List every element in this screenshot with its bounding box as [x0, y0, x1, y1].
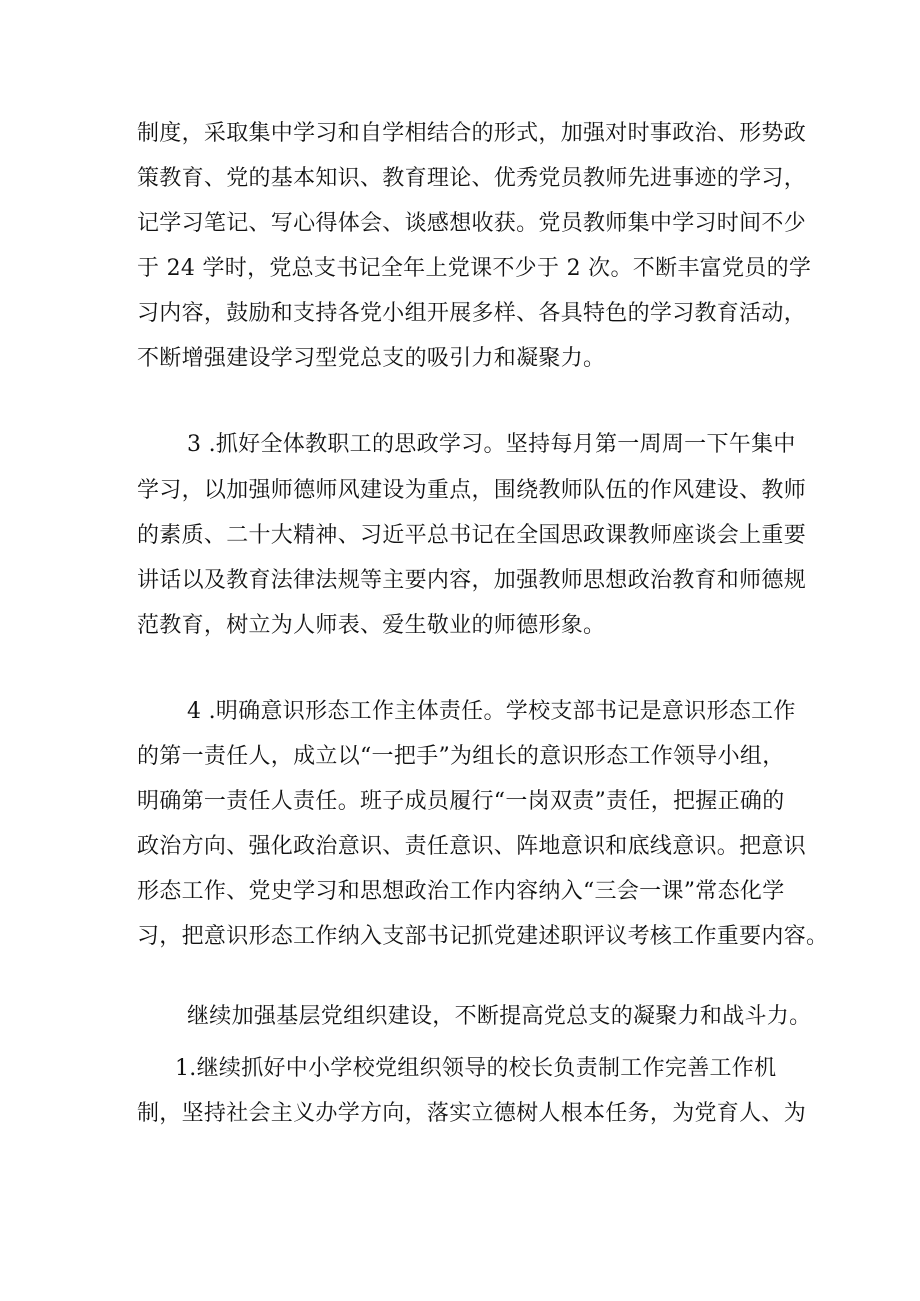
paragraph-3-line-6: 习，把意识形态工作纳入支部书记抓党建述职评议考核工作重要内容。: [137, 924, 829, 949]
paragraph-1-line-6: 不断增强建设学习型党总支的吸引力和凝聚力。: [137, 346, 606, 371]
paragraph-2-line-2: 学习，以加强师德师风建设为重点，围绕教师队伍的作风建设、教师: [137, 478, 807, 503]
paragraph-3-line-1: 4 .明确意识形态工作主体责任。学校支部书记是意识形态工作: [187, 699, 796, 724]
paragraph-2-line-3: 的素质、二十大精神、习近平总书记在全国思政课教师座谈会上重要: [137, 523, 807, 548]
paragraph-3-line-5: 形态工作、党史学习和思想政治工作内容纳入“三会一课”常态化学: [137, 879, 785, 904]
paragraph-3-line-4: 政治方向、强化政治意识、责任意识、阵地意识和底线意识。把意识: [137, 834, 807, 859]
paragraph-2-line-4: 讲话以及教育法律法规等主要内容，加强教师思想政治教育和师德规: [137, 568, 807, 593]
paragraph-5-line-2: 制，坚持社会主义办学方向，落实立德树人根本任务，为党育人、为: [137, 1101, 807, 1126]
paragraph-4-line-1: 继续加强基层党组织建设，不断提高党总支的凝聚力和战斗力。: [187, 1004, 812, 1029]
paragraph-1-line-4: 于 24 学时，党总支书记全年上党课不少于 2 次。不断丰富党员的学: [137, 256, 812, 281]
paragraph-1-line-5: 习内容，鼓励和支持各党小组开展多样、各具特色的学习教育活动，: [137, 301, 807, 326]
paragraph-1-line-2: 策教育、党的基本知识、教育理论、优秀党员教师先进事迹的学习，: [137, 166, 807, 191]
paragraph-1-line-3: 记学习笔记、写心得体会、谈感想收获。党员教师集中学习时间不少: [137, 211, 807, 236]
paragraph-2-line-5: 范教育，树立为人师表、爱生敬业的师德形象。: [137, 613, 606, 638]
paragraph-1-line-1: 制度，采取集中学习和自学相结合的形式，加强对时事政治、形势政: [137, 121, 807, 146]
paragraph-2-line-1: 3 .抓好全体教职工的思政学习。坚持每月第一周周一下午集中: [187, 432, 796, 457]
paragraph-3-line-2: 的第一责任人，成立以“一把手”为组长的意识形态工作领导小组，: [137, 744, 785, 769]
paragraph-5-line-1: 1.继续抓好中小学校党组织领导的校长负责制工作完善工作机: [175, 1056, 777, 1081]
paragraph-3-line-3: 明确第一责任人责任。班子成员履行“一岗双责”责任，把握正确的: [137, 789, 785, 814]
